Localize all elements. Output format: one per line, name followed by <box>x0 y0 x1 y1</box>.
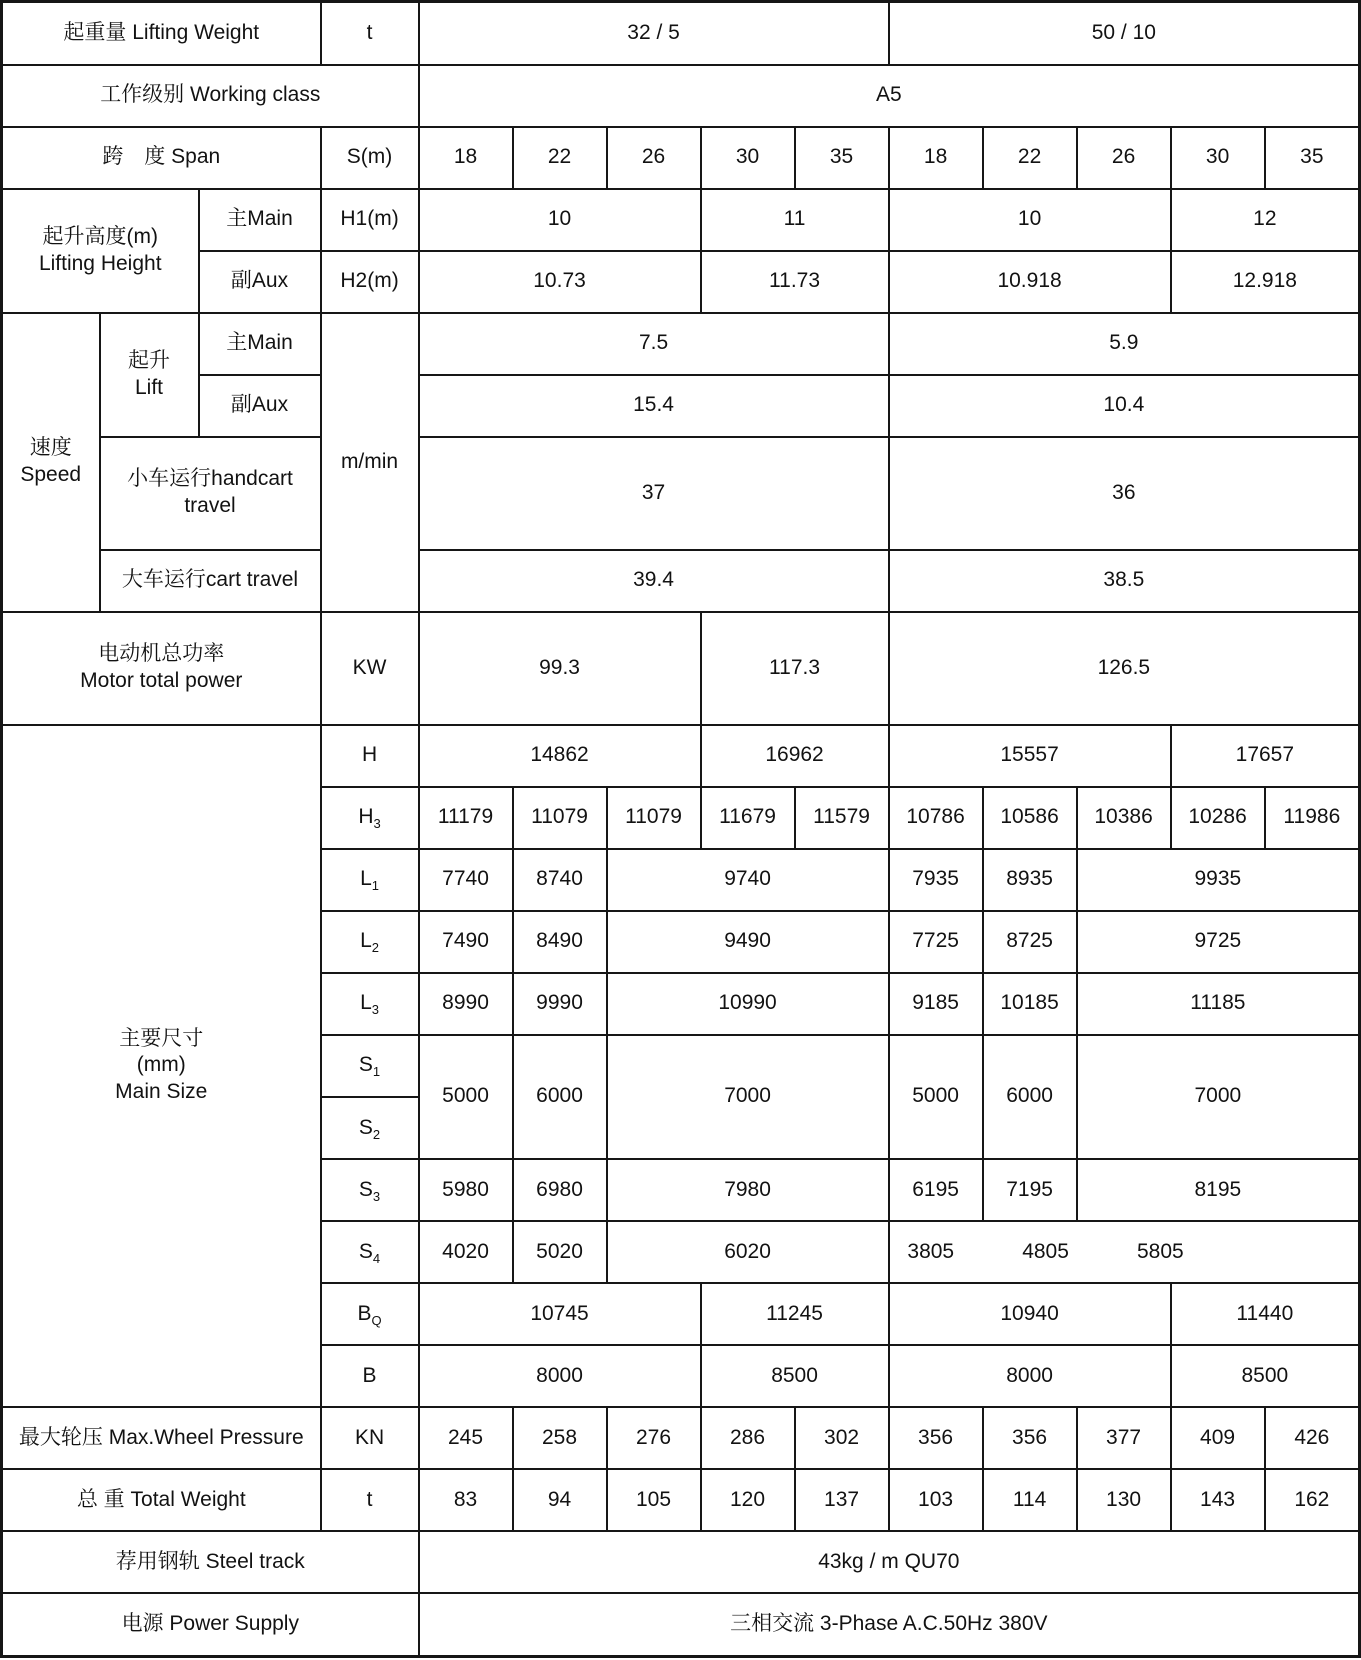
size-value: 7000 <box>607 1035 889 1159</box>
total-weight-value: 130 <box>1077 1469 1171 1531</box>
wheel-pressure-label: 最大轮压 Max.Wheel Pressure <box>2 1407 321 1469</box>
size-value: 11579 <box>795 787 889 849</box>
wheel-pressure-value: 302 <box>795 1407 889 1469</box>
main-size-label-mm: (mm) <box>136 1053 186 1077</box>
size-value: 5020 <box>513 1221 607 1283</box>
wheel-pressure-value: 409 <box>1171 1407 1265 1469</box>
span-value: 26 <box>607 127 701 189</box>
total-weight-value: 120 <box>701 1469 795 1531</box>
total-weight-value: 103 <box>889 1469 983 1531</box>
size-value: 8000 <box>889 1345 1171 1407</box>
speed-value: 38.5 <box>889 550 1360 612</box>
power-supply-value: 三相交流 3-Phase A.C.50Hz 380V <box>419 1593 1360 1656</box>
size-row-label-H3: $H_3$ <box>321 787 419 849</box>
size-value: 7000 <box>1077 1035 1360 1159</box>
span-value: 22 <box>983 127 1077 189</box>
size-value: 7980 <box>607 1159 889 1221</box>
speed-value: 15.4 <box>419 375 889 437</box>
row-total-weight <box>2 1469 1360 1531</box>
working-class-value: A5 <box>419 65 1360 127</box>
lifting-height-aux-unit: H2(m) <box>321 251 419 313</box>
size-row-label-L2: $L_2$ <box>321 911 419 973</box>
lifting-weight-unit: t <box>321 2 419 65</box>
size-value: 8000 <box>419 1345 701 1407</box>
size-value: 7195 <box>983 1159 1077 1221</box>
lifting-height-label-en: Lifting Height <box>38 251 162 275</box>
total-weight-value: 143 <box>1171 1469 1265 1531</box>
wheel-pressure-value: 356 <box>983 1407 1077 1469</box>
span-value: 26 <box>1077 127 1171 189</box>
speed-value: 7.5 <box>419 313 889 375</box>
size-value: 7935 <box>889 849 983 911</box>
size-value: 10586 <box>983 787 1077 849</box>
lifting-height-label-zh: 起升高度(m) <box>42 224 158 248</box>
lifting-height-main-unit: H1(m) <box>321 189 419 251</box>
size-value: 10286 <box>1171 787 1265 849</box>
row-speed-lift-aux <box>2 375 1360 437</box>
size-value: 10745 <box>419 1283 701 1345</box>
size-value: 8935 <box>983 849 1077 911</box>
wheel-pressure-value: 276 <box>607 1407 701 1469</box>
lifting-height-value: 10 <box>419 189 701 251</box>
row-motor-power <box>2 612 1360 725</box>
row-lifting-weight <box>2 2 1360 65</box>
motor-power-label-zh: 电动机总功率 <box>98 642 225 666</box>
speed-value: 37 <box>419 437 889 550</box>
lifting-weight-value: 32 / 5 <box>419 2 889 65</box>
size-row-label-L1: $L_1$ <box>321 849 419 911</box>
size-row-label-S4: $S_4$ <box>321 1221 419 1283</box>
lifting-weight-value: 50 / 10 <box>889 2 1360 65</box>
size-value: 15557 <box>889 725 1171 787</box>
size-value: 10990 <box>607 973 889 1035</box>
size-row-label-S1: $S_1$ <box>321 1035 419 1097</box>
speed-aux-sublabel: 副Aux <box>199 375 321 437</box>
size-value: 8990 <box>419 973 513 1035</box>
size-value: 5000 <box>889 1035 983 1159</box>
span-value: 18 <box>889 127 983 189</box>
speed-value: 36 <box>889 437 1360 550</box>
motor-power-unit: KW <box>321 612 419 725</box>
lifting-height-value: 12 <box>1171 189 1360 251</box>
motor-power-value: 117.3 <box>701 612 889 725</box>
row-power-supply <box>2 1593 1360 1656</box>
row-speed-lift-main <box>2 313 1360 375</box>
size-row-label-L3: $L_3$ <box>321 973 419 1035</box>
wheel-pressure-value: 377 <box>1077 1407 1171 1469</box>
size-value: 6000 <box>513 1035 607 1159</box>
size-value: 5980 <box>419 1159 513 1221</box>
span-value: 30 <box>701 127 795 189</box>
lifting-height-value: 10 <box>889 189 1171 251</box>
wheel-pressure-value: 286 <box>701 1407 795 1469</box>
lifting-height-value: 10.73 <box>419 251 701 313</box>
motor-power-label <box>2 612 321 725</box>
span-value: 18 <box>419 127 513 189</box>
total-weight-label: 总 重 Total Weight <box>2 1469 321 1531</box>
size-value: 11179 <box>419 787 513 849</box>
size-value: 7740 <box>419 849 513 911</box>
span-value: 30 <box>1171 127 1265 189</box>
size-value: 9740 <box>607 849 889 911</box>
size-value: 10185 <box>983 973 1077 1035</box>
speed-lift-label <box>100 313 199 437</box>
wheel-pressure-unit: KN <box>321 1407 419 1469</box>
size-value: 11245 <box>701 1283 889 1345</box>
size-value: 16962 <box>701 725 889 787</box>
motor-power-label-en: Motor total power <box>80 669 243 693</box>
size-value: 14862 <box>419 725 701 787</box>
speed-label-en: Speed <box>20 463 82 487</box>
size-value: 17657 <box>1171 725 1360 787</box>
wheel-pressure-value: 356 <box>889 1407 983 1469</box>
main-size-label-zh: 主要尺寸 <box>119 1026 204 1050</box>
size-value: 8500 <box>701 1345 889 1407</box>
size-value: 5000 <box>419 1035 513 1159</box>
row-lifting-height-main <box>2 189 1360 251</box>
speed-lift-label-zh: 起升 <box>128 348 170 372</box>
wheel-pressure-value: 258 <box>513 1407 607 1469</box>
lifting-height-value: 11 <box>701 189 889 251</box>
size-value: 11185 <box>1077 973 1360 1035</box>
size-value: 7490 <box>419 911 513 973</box>
span-value: 35 <box>1265 127 1360 189</box>
size-value: 8740 <box>513 849 607 911</box>
row-working-class <box>2 65 1360 127</box>
span-value: 22 <box>513 127 607 189</box>
power-supply-label: 电源 Power Supply <box>2 1593 419 1656</box>
span-label: 跨 度 Span <box>2 127 321 189</box>
speed-handcart-label: 小车运行handcart travel <box>100 437 321 550</box>
size-row-label-B: B <box>321 1345 419 1407</box>
span-value: 35 <box>795 127 889 189</box>
lifting-weight-label: 起重量 Lifting Weight <box>2 2 321 65</box>
size-value: 9185 <box>889 973 983 1035</box>
size-value: 9490 <box>607 911 889 973</box>
size-value: 11440 <box>1171 1283 1360 1345</box>
size-value: 11079 <box>513 787 607 849</box>
size-value: 9725 <box>1077 911 1360 973</box>
size-value: 6000 <box>983 1035 1077 1159</box>
row-speed-cart <box>2 550 1360 612</box>
speed-value: 39.4 <box>419 550 889 612</box>
speed-cart-label: 大车运行cart travel <box>100 550 321 612</box>
lifting-height-label <box>2 189 199 313</box>
lifting-height-value: 10.918 <box>889 251 1171 313</box>
total-weight-unit: t <box>321 1469 419 1531</box>
lifting-height-value: 12.918 <box>1171 251 1360 313</box>
steel-track-label: 荐用钢轨 Steel track <box>2 1531 419 1593</box>
row-wheel-pressure <box>2 1407 1360 1469</box>
wheel-pressure-value: 426 <box>1265 1407 1360 1469</box>
steel-track-value: 43kg / m QU70 <box>419 1531 1360 1593</box>
main-size-label-en: Main Size <box>115 1080 208 1104</box>
size-value: 9990 <box>513 973 607 1035</box>
size-value: 6020 <box>607 1221 889 1283</box>
size-value: 8725 <box>983 911 1077 973</box>
size-value: 10386 <box>1077 787 1171 849</box>
size-row-label-H: H <box>321 725 419 787</box>
size-value: 10940 <box>889 1283 1171 1345</box>
total-weight-value: 105 <box>607 1469 701 1531</box>
size-value: 8490 <box>513 911 607 973</box>
size-value-merged: 3805 4805 5805 <box>889 1221 1360 1283</box>
speed-value: 10.4 <box>889 375 1360 437</box>
total-weight-value: 83 <box>419 1469 513 1531</box>
speed-main-sublabel: 主Main <box>199 313 321 375</box>
size-row-label-S2: $S_2$ <box>321 1097 419 1159</box>
span-unit: S(m) <box>321 127 419 189</box>
size-value: 7725 <box>889 911 983 973</box>
motor-power-value: 99.3 <box>419 612 701 725</box>
size-value: 8195 <box>1077 1159 1360 1221</box>
total-weight-value: 137 <box>795 1469 889 1531</box>
speed-lift-label-en: Lift <box>134 375 163 399</box>
working-class-label: 工作级别 Working class <box>2 65 419 127</box>
motor-power-value: 126.5 <box>889 612 1360 725</box>
row-size-H <box>2 725 1360 787</box>
total-weight-value: 114 <box>983 1469 1077 1531</box>
row-speed-handcart <box>2 437 1360 550</box>
speed-value: 5.9 <box>889 313 1360 375</box>
wheel-pressure-value: 245 <box>419 1407 513 1469</box>
size-value: 9935 <box>1077 849 1360 911</box>
lifting-height-value: 11.73 <box>701 251 889 313</box>
size-value: 11079 <box>607 787 701 849</box>
size-value: 11986 <box>1265 787 1360 849</box>
size-value: 11679 <box>701 787 795 849</box>
total-weight-value: 94 <box>513 1469 607 1531</box>
size-value: 6980 <box>513 1159 607 1221</box>
lifting-height-main-sublabel: 主Main <box>199 189 321 251</box>
row-steel-track <box>2 1531 1360 1593</box>
size-row-label-S3: $S_3$ <box>321 1159 419 1221</box>
size-value: 8500 <box>1171 1345 1360 1407</box>
speed-unit: m/min <box>321 313 419 612</box>
lifting-height-aux-sublabel: 副Aux <box>199 251 321 313</box>
total-weight-value: 162 <box>1265 1469 1360 1531</box>
size-value: 4020 <box>419 1221 513 1283</box>
row-span <box>2 127 1360 189</box>
row-lifting-height-aux <box>2 251 1360 313</box>
size-row-label-BQ: $B_Q$ <box>321 1283 419 1345</box>
size-value: 6195 <box>889 1159 983 1221</box>
speed-label <box>2 313 100 612</box>
size-value: 10786 <box>889 787 983 849</box>
main-size-label <box>2 725 321 1408</box>
speed-label-zh: 速度 <box>29 436 72 460</box>
